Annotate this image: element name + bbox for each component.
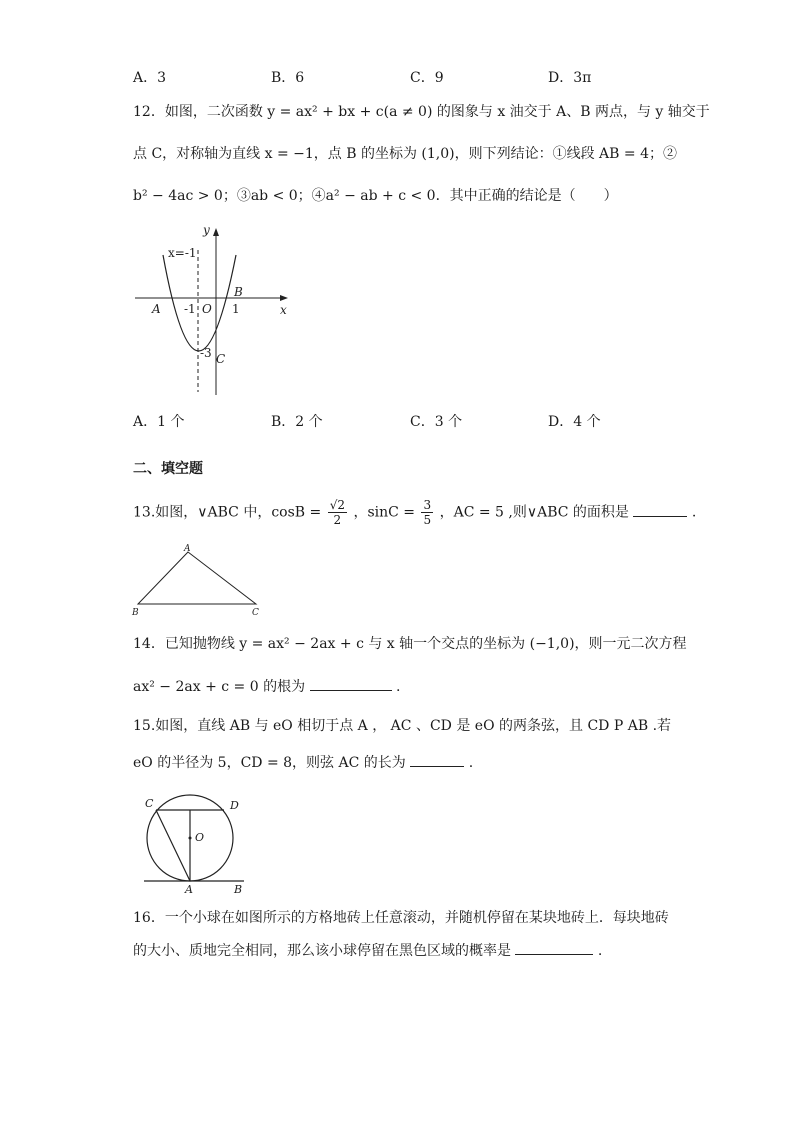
q13-label-a: A — [184, 544, 191, 554]
q13-label-b: B — [132, 608, 139, 618]
q13-suffix: ，AC = 5 ,则∨ABC 的面积是 — [439, 504, 629, 521]
q12-label-1: 1 — [232, 302, 240, 316]
q15-end: . — [468, 755, 474, 771]
q15-label-d: D — [230, 799, 239, 812]
q13-end: . — [691, 504, 697, 521]
q16-end: . — [597, 943, 603, 959]
q16-line2-text: 的大小、质地完全相同，那么该小球停留在黑色区域的概率是 — [133, 943, 511, 959]
q13-cos-denominator: 2 — [333, 513, 342, 527]
q12-parabola-figure — [130, 220, 295, 400]
q15-label-c: C — [145, 797, 154, 810]
q11-option-d: D．3π — [548, 70, 592, 86]
q12-label-a: A — [152, 302, 161, 316]
q15-answer-blank — [410, 752, 464, 767]
q13-answer-blank — [633, 502, 687, 517]
q15-line2-text: eO 的半径为 5，CD = 8，则弦 AC 的长为 — [133, 755, 406, 771]
q14-end: . — [396, 679, 401, 695]
q13-sin-numerator: 3 — [423, 498, 432, 512]
q12-label-x: x — [280, 303, 287, 317]
q12-option-d: D．4 个 — [548, 414, 601, 430]
q15-label-a: A — [185, 883, 193, 895]
q11-option-b: B．6 — [271, 70, 305, 86]
q12-label-c: C — [216, 352, 226, 366]
q12-line1: 12．如图，二次函数 y = ax² + bx + c(a ≠ 0) 的图象与 x 油交于 A、B 两点，与 y 轴交于 — [133, 104, 710, 120]
section-title: 二、填空题 — [133, 461, 203, 477]
q13-mid: ，sinC = — [353, 504, 416, 521]
q12-option-c: C．3 个 — [410, 414, 463, 430]
q14-line1: 14．已知抛物线 y = ax² − 2ax + c 与 x 轴一个交点的坐标为 (−1,0)，则一元二次方程 — [133, 636, 687, 652]
q13-sin-denominator: 5 — [423, 513, 432, 527]
q13-cos-fraction — [328, 498, 347, 527]
q13-label-c: C — [252, 608, 259, 618]
q12-label-axis-line: x=-1 — [168, 246, 197, 260]
q15-label-o: O — [195, 831, 205, 844]
q15-line1: 15.如图，直线 AB 与 eO 相切于点 A ， AC 、CD 是 eO 的两条弦，且 CD P AB .若 — [133, 718, 672, 734]
q16-line1: 16．一个小球在如图所示的方格地砖上任意滚动，并随机停留在某块地砖上．每块地砖 — [133, 910, 669, 926]
q15-circle-figure — [140, 793, 250, 895]
q11-option-a: A．3 — [133, 70, 167, 86]
q13-line — [133, 498, 696, 527]
q12-label-neg3: -3 — [200, 346, 212, 360]
q13-sin-fraction — [421, 498, 433, 527]
q12-label-neg1: -1 — [184, 302, 196, 316]
q12-line2: 点 C，对称轴为直线 x = −1，点 B 的坐标为 (1,0)，则下列结论：①线段 AB = 4；② — [133, 146, 677, 162]
q15-line2 — [133, 752, 473, 773]
q14-answer-blank — [310, 676, 392, 691]
q14-line2 — [133, 676, 400, 697]
q16-line2 — [133, 940, 602, 961]
q16-answer-blank — [515, 940, 593, 955]
q12-option-b: B．2 个 — [271, 414, 323, 430]
q13-prefix: 13.如图，∨ABC 中，cosB = — [133, 504, 322, 521]
q13-cos-numerator: √2 — [329, 498, 345, 512]
q12-label-b: B — [234, 285, 243, 299]
q14-line2-text: ax² − 2ax + c = 0 的根为 — [133, 679, 306, 695]
q12-line3: b² − 4ac > 0；③ab < 0；④a² − ab + c < 0．其中正确的结论是（ ） — [133, 188, 618, 204]
q11-option-c: C．9 — [410, 70, 444, 86]
q15-label-b: B — [234, 883, 243, 895]
q13-triangle-figure — [128, 542, 268, 620]
q12-option-a: A．1 个 — [133, 414, 185, 430]
q12-label-o: O — [202, 302, 212, 316]
q12-label-y: y — [203, 223, 210, 237]
